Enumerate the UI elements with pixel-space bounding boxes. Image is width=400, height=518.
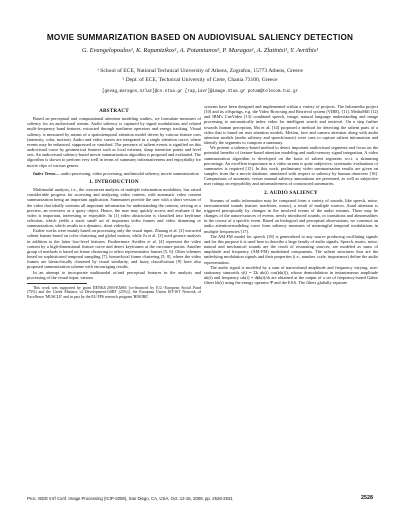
introduction-paragraph-1: Multimodal analysis, i.e., the concurrent analysis of multiple information modalities, has raised considerable progress for accessing and analyzing video content, with automatic video content summarization being an important application. Summaries provide the user with a short version of the video that ideally contains all important information for understanding the content, serving as a preview, an overview or a query object. Hence, the user may quickly access and evaluate if the video is important, interesting or enjoyable. In [1] video abstraction is classified into keyframe selection, which yields a static small set of important video frames and video skimming or summarization, which results in a dynamic, short videoclip. (27, 187, 201, 229)
audio-saliency-paragraph-3: The audio signal is modeled by a sum of narrowband amplitude and frequency varying, non-stationary sinusoids s(t) = Σk αk(t) cos(ϕk(t)), whose demodulation in instantaneous amplitude αk(t) and frequency ωk(t) = dϕk(t)/dt are obtained at the output of a set of frequency-tuned Gabor filters hk(t) using the energy operator Ψ and the ESA. The filters globally separate (204, 264, 378, 286)
page-number: 2528 (361, 495, 373, 501)
affiliation-1: ¹ School of ECE, National Technical University of Athens, Zografou, 15773 Athens, Greece (97, 68, 303, 74)
index-terms-label: Index Terms— (33, 170, 60, 176)
affiliation-2: ² Dept. of ECE, Technical University of Crete, Chania 73100, Greece (122, 77, 278, 83)
right-column (204, 104, 378, 285)
abstract-text: Based on perceptual and computational attention modeling studies, we formulate measures of saliency for an audiovisual stream. Audio saliency is captured by signal modulations and related multi-frequency band features, extracted through nonlinear operators and energy tracking. Visual saliency is measured by means of a spatiotemporal attention model driven by various feature cues (intensity, color, motion). Audio and video curves are integrated in a single attention curve, where events may be enhanced, suppressed or vanished. The presence of salient events is signified on this audiovisual curve by geometrical features such as local extrema, sharp transition points and level sets. An audiovisual saliency-based movie summarization algorithm is proposed and evaluated. The algorithm is shown to perform very well in terms of summary informativeness and enjoyability for movie clips of various genres. (27, 116, 201, 168)
audio-saliency-paragraph-1: Streams of audio information may be composed from a variety of sounds, like speech, noise, environmental sounds (nature, machines, music), a result of multiple sources. Aural attention is triggered perceptually by changes in the involved events of the audio streams. There may be changes of the nature/sources of events, newly introduced sounds, or transitions and abnormalities in the course of a specific event. Based on biological and perceptual observations, we construct an audio attention-modeling curve from saliency measures of meaningful temporal modulations in multiple frequencies [17]. (204, 197, 378, 234)
funding-footnote: This work was supported by grant ΠΕΝΕΔ-2003-ΕΔ865 [co-financed by E.U.-European Social Fund (75%) and the Greek Ministry of Development-GSRT (25%)], the European Union IST-IST Network of Excellence 'MUSCLE' and in part by the EU FP6 research program 'HIWIRE'. (27, 285, 201, 300)
footnote-divider (27, 283, 87, 284)
introduction-paragraph-contribution: We present a saliency-based method to detect important audiovisual segments and focus on the potential benefits of feature-based attention modeling and multi-sensory signal integration. A video summarization algorithm is developed on the basis of salient segments w.r.t. a skimming percentage. An excellent importance in a video stream is quite subjective, systematic evaluations of summaries is required [15]. In this work, preliminary video summarization results are given on samples from the a movie database, annotated with respect to saliency by human observers [16]. Comparisons of automatic versus manual saliency annotations are presented, as well as subjective user ratings on enjoyability and informativeness of constructed summaries. (204, 145, 378, 187)
introduction-heading: 1. INTRODUCTION (89, 178, 139, 185)
index-terms (27, 171, 201, 176)
audio-saliency-paragraph-2: The AM-FM model for speech [18] is generalized to any source producing oscillating signals and for this purpose it is used here to describe a large family of audio signals. Speech, music, noise, natural and mechanical sounds are the result of resonating sources; are modeled as sums of amplitude and frequency (AM-FM) modulated components. The salient structures thus are the underlying modulation signals and their properties (i.e., number, scale, importance) define the audio representation. (204, 233, 378, 265)
index-terms-text: audio processing, video processing, multimodal saliency, movie summarization (59, 170, 199, 176)
abstract-heading: ABSTRACT (99, 108, 129, 114)
audio-saliency-heading: 2. AUDIO SALIENCY (264, 189, 318, 196)
author-list: G. Evangelopoulos¹, K. Rapantzikos¹, A. Potamianos², P. Maragos¹, A. Zlatintsi¹, Y. Avrithis¹ (81, 47, 319, 54)
left-column (27, 107, 201, 300)
paper-title: MOVIE SUMMARIZATION BASED ON AUDIOVISUAL SALIENCY DETECTION (46, 33, 354, 42)
introduction-paragraph-2: Earlier works were mainly based on processing only the visual input. Zhuang et al. [2] extracted salient frames based on color clustering and global motion, while Ju et al. [3] used gesture analysis in addition to the latter low-level features. Furthermore Avrithis et al. [4] represent the video content by a high-dimensional feature curve and detect keyframes at the curvature points. Another group of methods is based on frame clustering to select representative frames [5, 6]. Other schemes based on sophisticated temporal sampling [7], hierarchical frame clustering [5, 8], where the video frames are hierarchically clustered by visual similarity, and fuzzy classification [9] have also proposed summarization scheme with encouraging results. (27, 228, 201, 270)
author-emails: [gevag,maragos,nzlat]@cs.ntua.gr [rap,iavr]@image.ntua.gr potam@telecom.tuc.gr (101, 90, 298, 94)
introduction-continued: systems have been designed and implemented within a variety of projects. The Informedia project [10] and its offsprings, e.g. the Video Browsing and Retrieval system (VIBE), [11], MediaMill [12] and IBM's CueVideo [13] combined speech, image, natural language understanding and image processing to automatically index video for intelligent search and retrieval. On a step further towards human perception, Ma et al. [14] proposed a method for detecting the salient parts of a video that is based on user attention models. Motion, face and camera attention along with audio attention models (audio saliency and speech/music) were cues to capture salient information and identify the segments to compose a summary. (204, 104, 378, 146)
introduction-paragraph-3: In an attempt to incorporate multimodal or/and perceptual features in the analysis and processing of the visual input, various (27, 269, 201, 280)
conference-citation: Proc. IEEE Int'l Conf. Image Processing (ICIP-2008), San Diego, CA, USA, Oct. 12-15, 2008. pp. 2528-2531 (27, 496, 233, 501)
page-footer (27, 496, 373, 501)
